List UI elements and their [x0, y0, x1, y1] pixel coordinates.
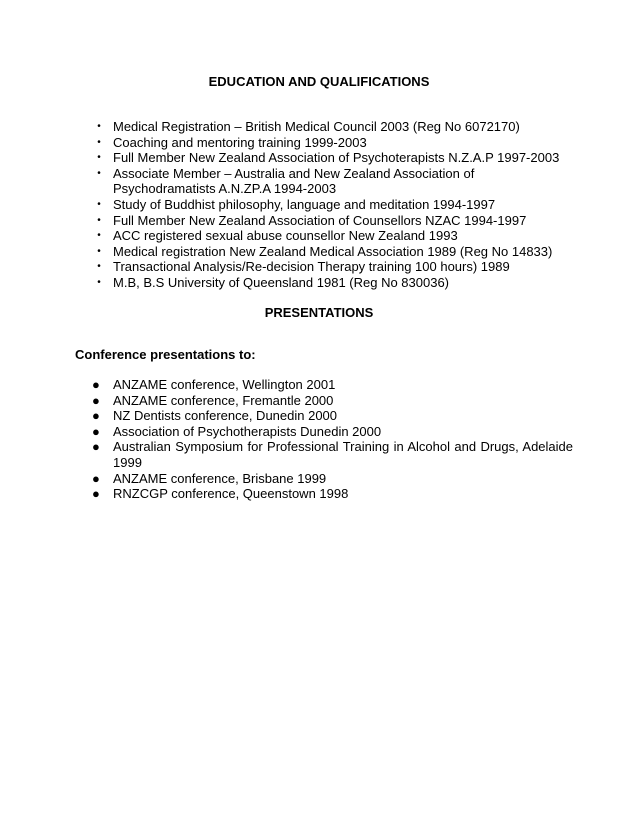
bullet-icon: •: [97, 136, 101, 148]
list-item-text: Medical registration New Zealand Medical Association 1989 (Reg No 14833): [113, 243, 553, 259]
presentations-list: [92, 377, 573, 502]
bullet-icon: ●: [92, 408, 100, 424]
list-item-text: M.B, B.S University of Queensland 1981 (Reg No 830036): [113, 274, 450, 290]
list-item-text: Medical Registration – British Medical Council 2003 (Reg No 6072170): [113, 119, 520, 134]
bullet-icon: ●: [92, 439, 100, 455]
bullet-icon: •: [97, 167, 101, 179]
list-item-text: Australian Symposium for Professional Training in Alcohol and Drugs, Adelaide 1999: [113, 439, 573, 470]
education-list: [97, 119, 573, 291]
list-item: [97, 196, 573, 213]
list-item: [97, 165, 573, 197]
bullet-icon: •: [97, 230, 101, 242]
bullet-icon: •: [97, 214, 101, 226]
list-item-text: Transactional Analysis/Re-decision Therapy training 100 hours) 1989: [113, 259, 510, 275]
bullet-icon: •: [97, 276, 101, 288]
list-item-text: ANZAME conference, Brisbane 1999: [113, 470, 327, 486]
education-heading: EDUCATION AND QUALIFICATIONS: [208, 74, 430, 89]
bullet-icon: ●: [92, 486, 100, 502]
list-item: [97, 274, 573, 291]
bullet-icon: ●: [92, 392, 100, 408]
bullet-icon: •: [97, 245, 101, 257]
bullet-icon: •: [97, 121, 101, 132]
list-item-text: Study of Buddhist philosophy, language and meditation 1994-1997: [113, 196, 496, 212]
list-item: [97, 259, 573, 275]
list-item: [97, 212, 573, 229]
list-item-text: ACC registered sexual abuse counsellor New Zealand 1993: [113, 228, 458, 244]
list-item-text: ANZAME conference, Fremantle 2000: [113, 392, 334, 408]
list-item: [92, 392, 573, 409]
list-item-text: NZ Dentists conference, Dunedin 2000: [113, 408, 338, 424]
presentations-subheading: Conference presentations to:: [75, 347, 256, 362]
list-item-text: Coaching and mentoring training 1999-2003: [113, 134, 367, 150]
bullet-icon: •: [97, 261, 101, 273]
list-item-text: Full Member New Zealand Association of Psychoterapists N.Z.A.P 1997-2003: [113, 150, 560, 166]
list-item: [92, 439, 573, 470]
bullet-icon: •: [97, 198, 101, 210]
list-item-text: Full Member New Zealand Association of Counsellors NZAC 1994-1997: [113, 212, 527, 228]
bullet-icon: ●: [92, 470, 100, 486]
list-item: [92, 486, 573, 502]
presentations-heading: PRESENTATIONS: [264, 305, 374, 320]
list-item: [97, 150, 573, 166]
list-item: [92, 423, 573, 440]
list-item: [92, 470, 573, 487]
list-item-text: Association of Psychotherapists Dunedin 2000: [113, 423, 382, 439]
bullet-icon: ●: [92, 423, 100, 439]
list-item-text: ANZAME conference, Wellington 2001: [113, 377, 336, 392]
list-item-text: RNZCGP conference, Queenstown 1998: [113, 486, 349, 502]
list-item: [97, 228, 573, 244]
list-item-text: Associate Member – Australia and New Zealand Association of Psychodramatists A.N.ZP.A 1994-2003: [113, 165, 475, 197]
bullet-icon: ●: [92, 377, 100, 392]
list-item: [97, 119, 573, 135]
list-item: [92, 377, 573, 393]
list-item: [97, 243, 573, 260]
list-item: [92, 408, 573, 424]
bullet-icon: •: [97, 152, 101, 164]
list-item: [97, 134, 573, 151]
